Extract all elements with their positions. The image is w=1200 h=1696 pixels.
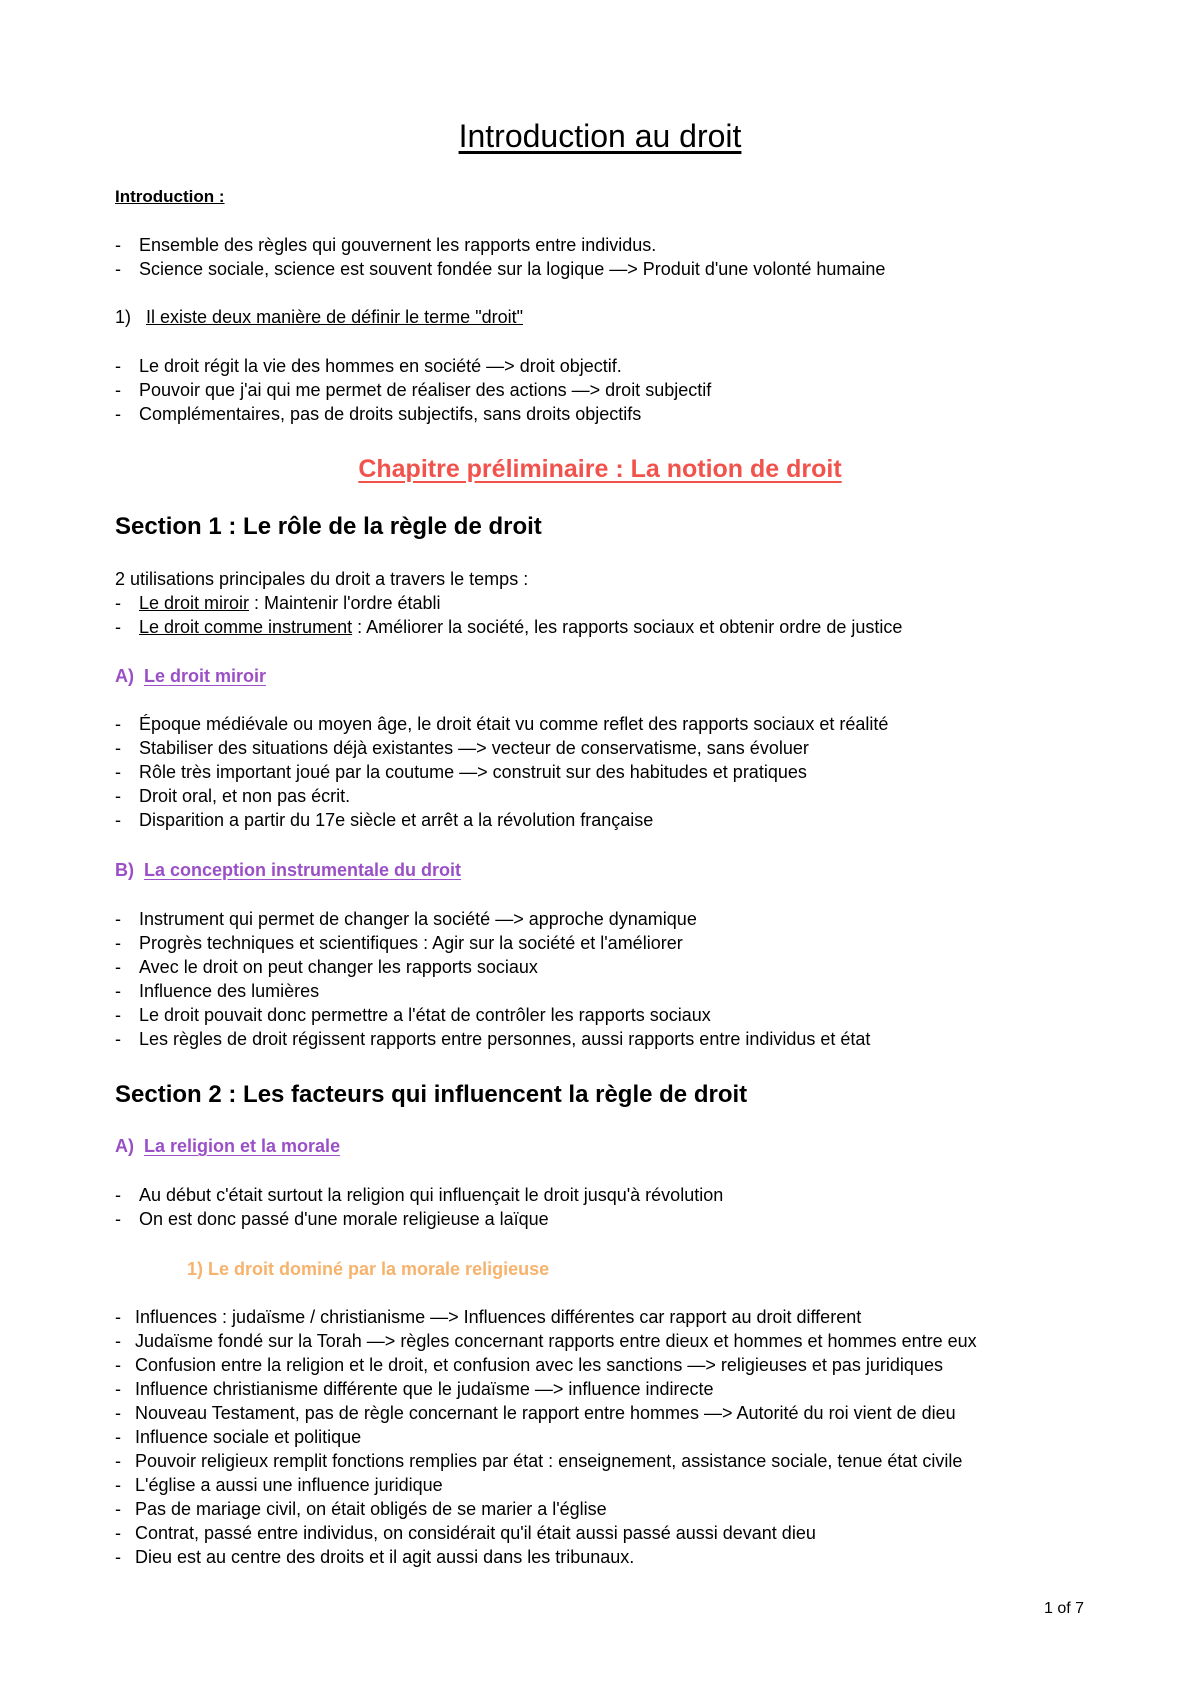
bullet-dash: - [115,1523,121,1543]
list-item: - L'église a aussi une influence juridique [115,1475,443,1495]
list-item: - Instrument qui permet de changer la société —> approche dynamique [115,909,697,929]
bullet-dash: - [115,957,121,977]
list-item: - Influence christianisme différente que le judaïsme —> influence indirecte [115,1379,714,1399]
bullet-dash: - [115,714,121,734]
bullet-dash: - [115,380,121,400]
intro-heading: Introduction : [115,187,225,206]
list-item: - Le droit comme instrument : Améliorer la société, les rapports sociaux et obtenir ordre de justice [115,617,903,637]
bullet-dash: - [115,1005,121,1025]
list-item: - Dieu est au centre des droits et il agit aussi dans les tribunaux. [115,1547,635,1567]
bullet-dash: - [115,1307,121,1327]
bullet-dash: - [115,617,121,637]
list-item: - Science sociale, science est souvent fondée sur la logique —> Produit d'une volonté humaine [115,259,886,279]
bullet-dash: - [115,786,121,806]
list-item: - Influence des lumières [115,981,320,1001]
bullet-dash: - [115,259,121,279]
bullet-dash: - [115,762,121,782]
bullet-dash: - [115,1427,121,1447]
section-heading: Section 1 : Le rôle de la règle de droit [115,513,542,540]
list-item: - Influences : judaïsme / christianisme —> Influences différentes car rapport au droit different [115,1307,862,1327]
subsubsection-heading: 1) Le droit dominé par la morale religieuse [187,1259,550,1279]
bullet-dash: - [115,235,121,255]
bullet-dash: - [115,1209,121,1229]
numbered-heading: 1) Il existe deux manière de définir le terme "droit" [115,307,523,327]
bullet-dash: - [115,1547,121,1567]
bullet-dash: - [115,1403,121,1423]
bullet-dash: - [115,1355,121,1375]
bullet-dash: - [115,593,121,613]
subsection-heading: A) Le droit miroir [115,666,267,686]
bullet-dash: - [115,933,121,953]
subsection-heading: B) La conception instrumentale du droit [115,860,462,880]
bullet-dash: - [115,1029,121,1049]
list-item: - Avec le droit on peut changer les rapports sociaux [115,957,538,977]
bullet-dash: - [115,810,121,830]
list-item: - Pouvoir religieux remplit fonctions remplies par état : enseignement, assistance sociale, tenue état civile [115,1451,963,1471]
document-title: Introduction au droit [458,118,742,154]
list-item: - Époque médiévale ou moyen âge, le droit était vu comme reflet des rapports sociaux et réalité [115,714,889,734]
bullet-dash: - [115,981,121,1001]
list-item: - Confusion entre la religion et le droit, et confusion avec les sanctions —> religieuses et pas juridiques [115,1355,943,1375]
list-item: - Le droit miroir : Maintenir l'ordre établi [115,593,441,613]
list-item: - Rôle très important joué par la coutume —> construit sur des habitudes et pratiques [115,762,807,782]
list-item: - Le droit pouvait donc permettre a l'état de contrôler les rapports sociaux [115,1005,711,1025]
bullet-dash: - [115,1185,121,1205]
list-item: - Pas de mariage civil, on était obligés de se marier a l'église [115,1499,607,1519]
list-item: - On est donc passé d'une morale religieuse a laïque [115,1209,549,1229]
bullet-dash: - [115,1499,121,1519]
bullet-dash: - [115,1331,121,1351]
list-item: - Progrès techniques et scientifiques : Agir sur la société et l'améliorer [115,933,683,953]
list-item: - Le droit régit la vie des hommes en société —> droit objectif. [115,356,622,376]
list-item: - Judaïsme fondé sur la Torah —> règles concernant rapports entre dieux et hommes et hommes entre eux [115,1331,977,1351]
list-item: - Disparition a partir du 17e siècle et arrêt a la révolution française [115,810,654,830]
bullet-dash: - [115,404,121,424]
list-item: - Les règles de droit régissent rapports entre personnes, aussi rapports entre individus et état [115,1029,871,1049]
list-item: - Contrat, passé entre individus, on considérait qu'il était aussi passé aussi devant dieu [115,1523,816,1543]
list-item: - Stabiliser des situations déjà existantes —> vecteur de conservatisme, sans évoluer [115,738,809,758]
bullet-dash: - [115,909,121,929]
list-item: - Droit oral, et non pas écrit. [115,786,351,806]
bullet-dash: - [115,1451,121,1471]
chapter-title: Chapitre préliminaire : La notion de droit [358,455,842,483]
list-item: - Ensemble des règles qui gouvernent les rapports entre individus. [115,235,657,255]
bullet-dash: - [115,738,121,758]
paragraph: 2 utilisations principales du droit a travers le temps : [115,569,529,589]
list-item: - Influence sociale et politique [115,1427,362,1447]
bullet-dash: - [115,1475,121,1495]
list-item: - Pouvoir que j'ai qui me permet de réaliser des actions —> droit subjectif [115,380,712,400]
subsection-heading: A) La religion et la morale [115,1136,341,1156]
page-number: 1 of 7 [1044,1600,1085,1617]
list-item: - Au début c'était surtout la religion qui influençait le droit jusqu'à révolution [115,1185,724,1205]
list-item: - Complémentaires, pas de droits subjectifs, sans droits objectifs [115,404,642,424]
bullet-dash: - [115,356,121,376]
bullet-dash: - [115,1379,121,1399]
section-heading: Section 2 : Les facteurs qui influencent la règle de droit [115,1081,748,1108]
list-item: - Nouveau Testament, pas de règle concernant le rapport entre hommes —> Autorité du roi vient de dieu [115,1403,956,1423]
